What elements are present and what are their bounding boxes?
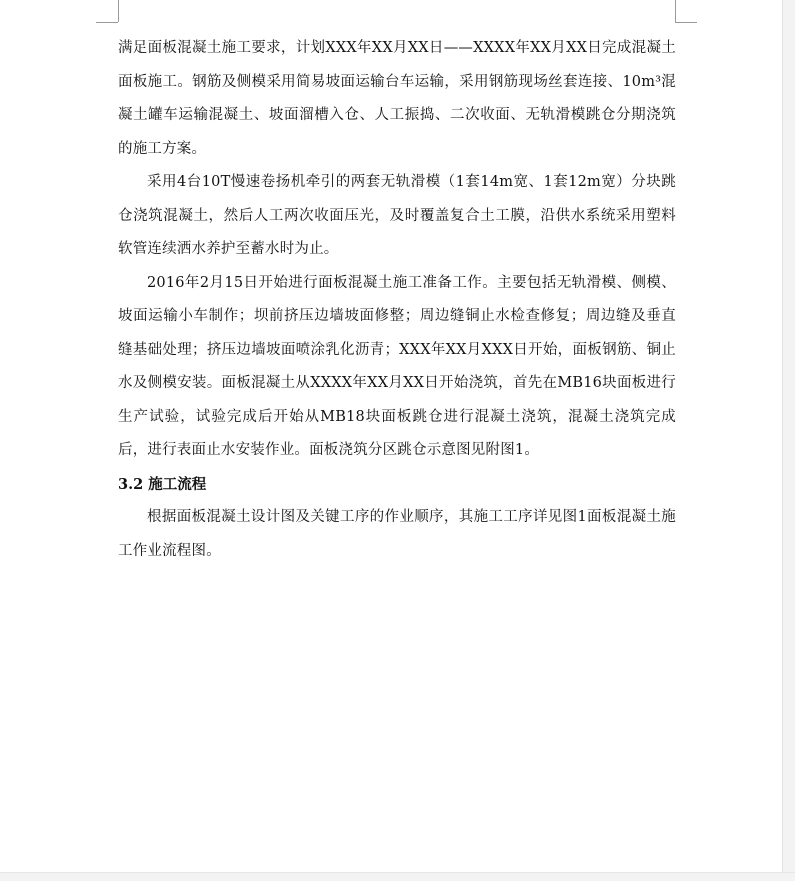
page-bottom-margin	[0, 872, 795, 881]
paragraph-slipform: 采用4台10T慢速卷扬机牵引的两套无轨滑模（1套14m宽、1套12m宽）分块跳仓浇筑混凝土，然后人工两次收面压光，及时覆盖复合土工膜，沿供水系统采用塑料软管连续洒水养护至蓄水时为止。	[118, 174, 676, 257]
paragraph-process: 根据面板混凝土设计图及关键工序的作业顺序，其施工工序详见图1面板混凝土施工作业流程图。	[118, 509, 676, 559]
paragraph-schedule: 2016年2月15日开始进行面板混凝土施工准备工作。主要包括无轨滑模、侧模、坡面运输小车制作；坝前挤压边墙坡面修整；周边缝铜止水检查修复；周边缝及垂直缝基础处理；挤压边墙坡面喷涂乳化沥青；XXX年XX月XXX日开始，面板钢筋、铜止水及侧模安装。面板混凝土从XXXX年XX月XX日开始浇筑，首先在MB16块面板进行生产试验，试验完成后开始从MB18块面板跳仓进行混凝土浇筑，混凝土浇筑完成后，进行表面止水安装作业。面板浇筑分区跳仓示意图见附图1。	[118, 274, 676, 458]
section-heading: 3.2 施工流程	[118, 475, 207, 493]
crop-mark-right-horizontal	[675, 22, 697, 23]
paragraph-continuation: 满足面板混凝土施工要求，计划XXX年XX月XX日——XXXX年XX月XX日完成混凝土面板施工。钢筋及侧模采用简易坡面运输台车运输，采用钢筋现场丝套连接、10m³混凝土罐车运输混凝土、坡面溜槽入仓、人工振捣、二次收面、无轨滑模跳仓分期浇筑的施工方案。	[118, 40, 676, 157]
crop-mark-left-horizontal	[96, 22, 118, 23]
page-right-margin	[782, 0, 795, 881]
crop-mark-left-vertical	[118, 0, 119, 22]
crop-mark-right-vertical	[675, 0, 676, 22]
document-body	[118, 32, 676, 568]
